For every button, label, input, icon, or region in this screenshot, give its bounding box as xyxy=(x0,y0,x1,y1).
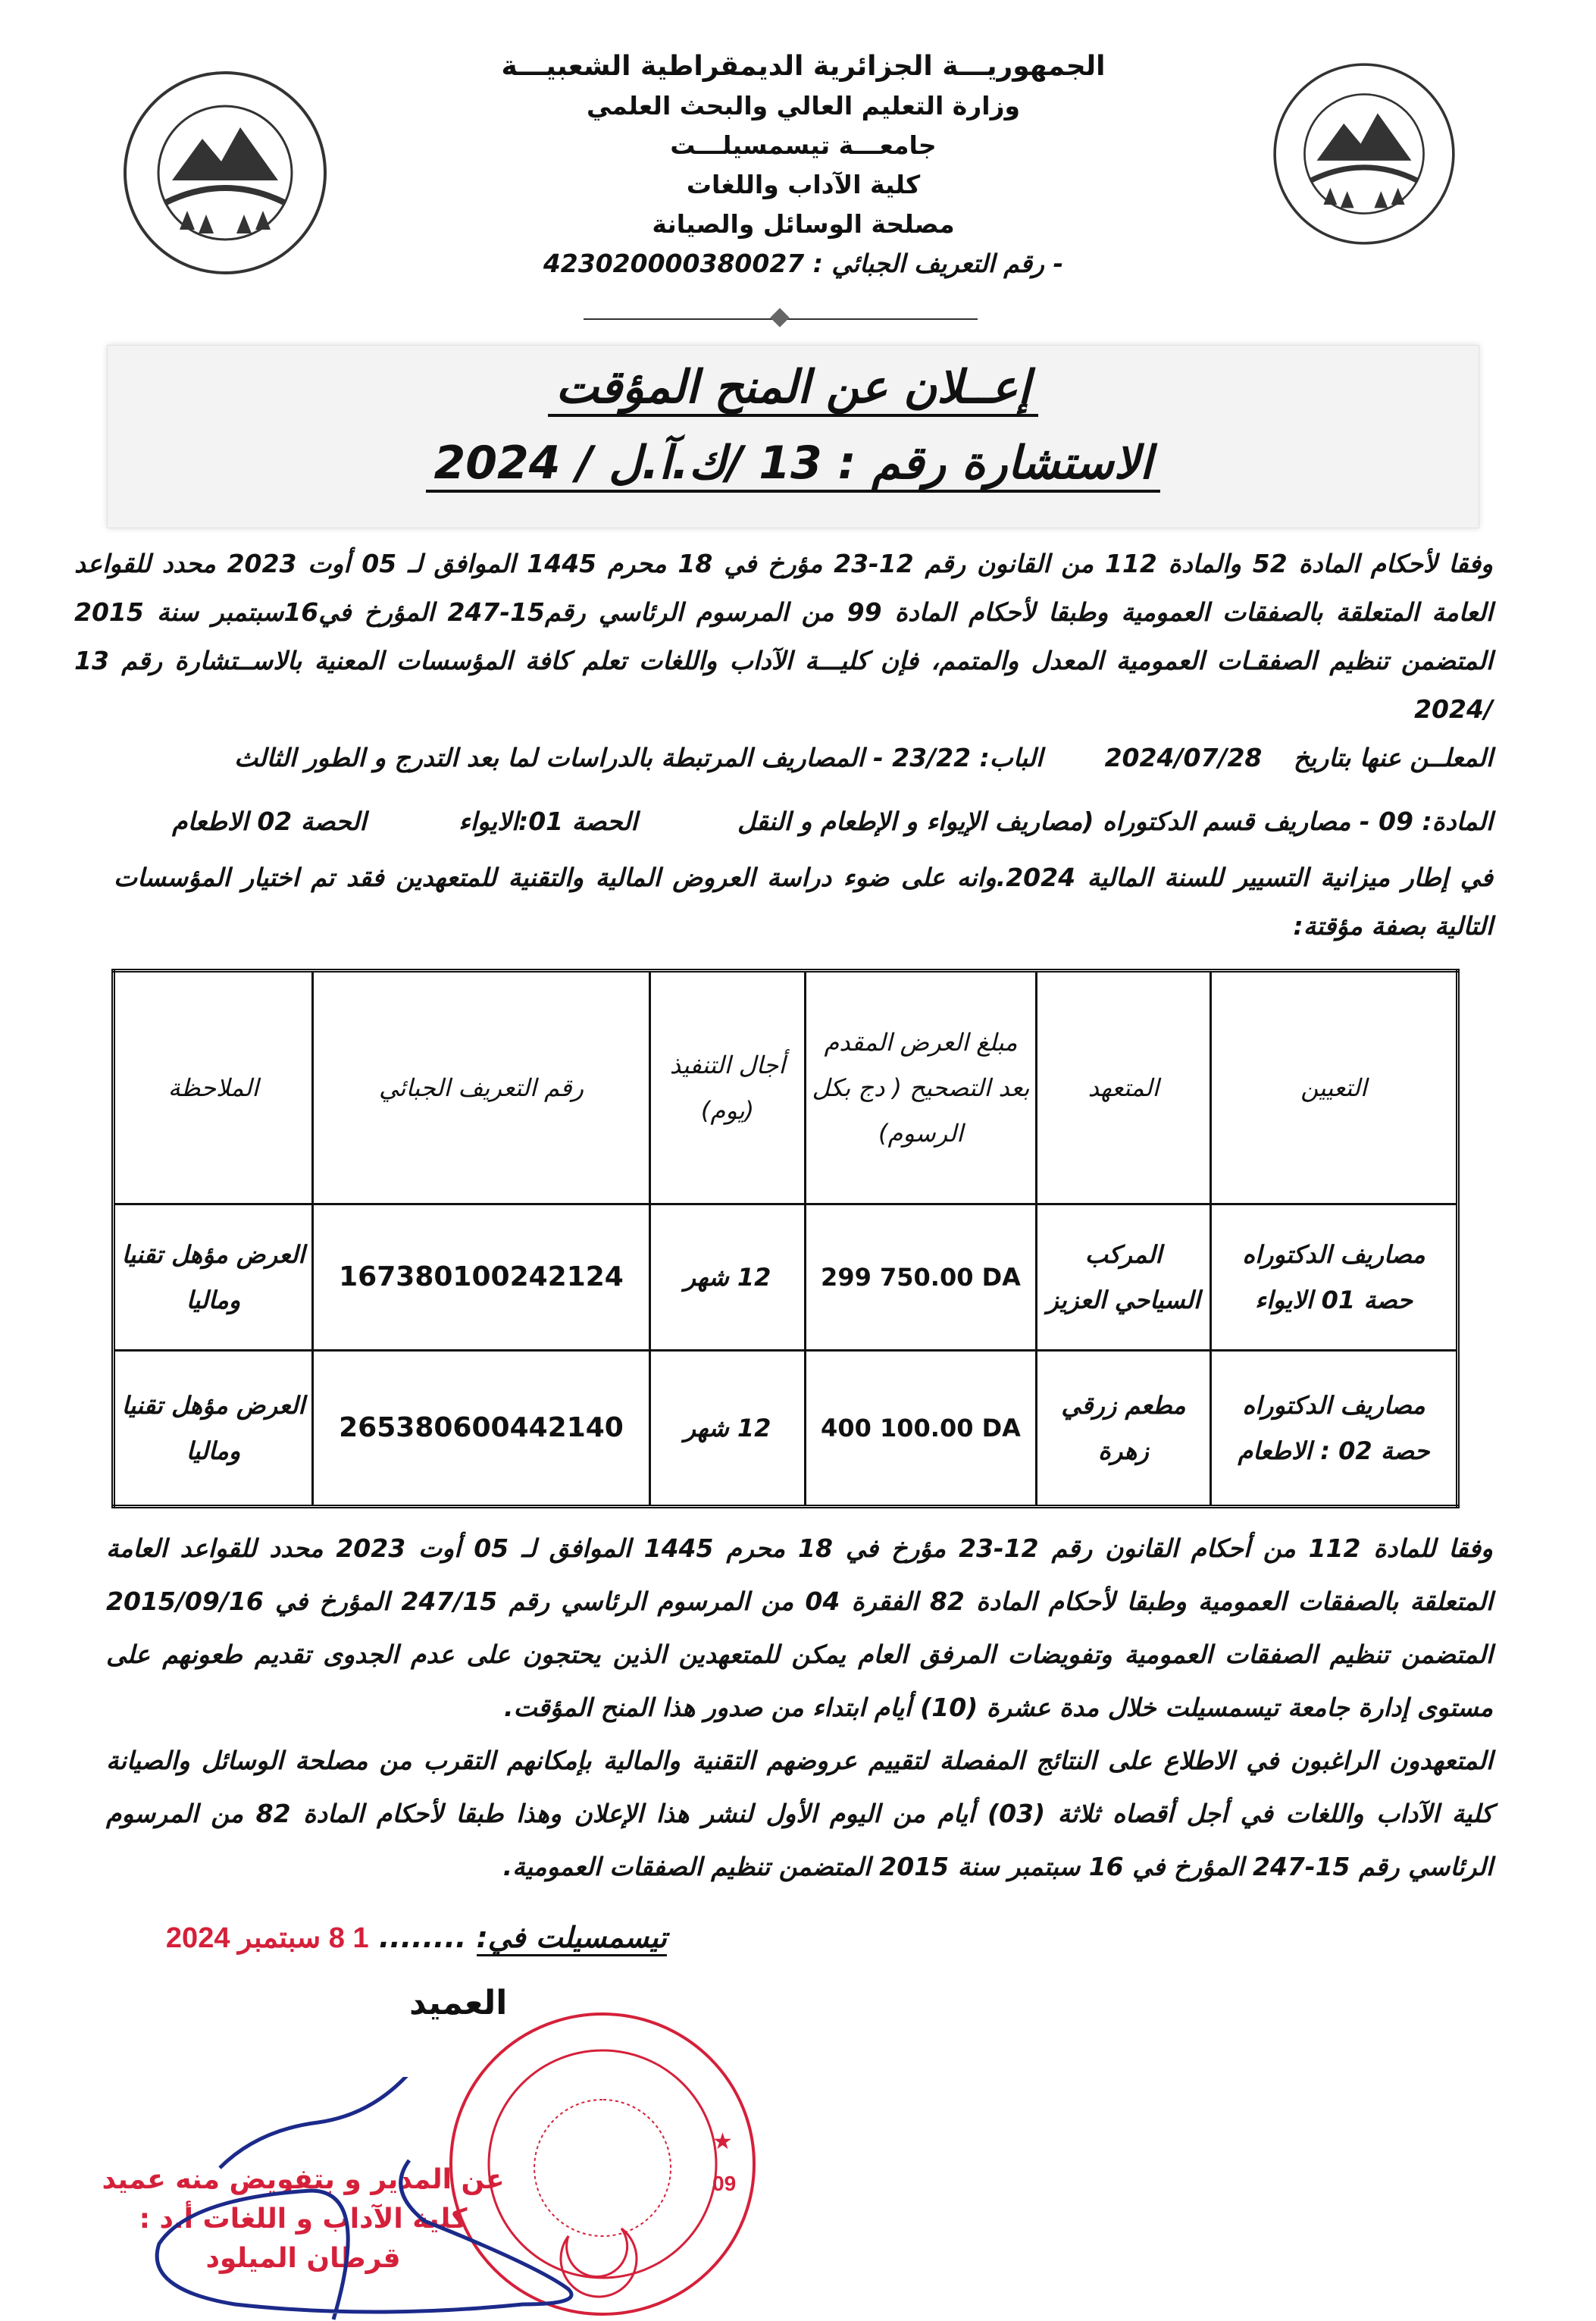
header-tax-id: - رقم التعريف الجبائي : 423020000380027 xyxy=(543,249,1064,278)
signature-dots: ........ xyxy=(378,1921,467,1954)
signature-date: 1 8 سبتمبر 2024 xyxy=(165,1922,369,1954)
cell-bidder: المركب السياحي العزيز xyxy=(1037,1204,1211,1351)
header-republic: الجمهوريـــة الجزائرية الديمقراطية الشعبيـــة xyxy=(501,51,1106,82)
award-table xyxy=(111,969,1460,1508)
svg-text:09: 09 xyxy=(712,2172,737,2195)
university-logo-right xyxy=(1269,59,1459,249)
paragraph-selection: في إطار ميزانية التسيير للسنة المالية 2024.وانه على ضوء دراسة العروض المالية والتقنية للمتعهدين فقد تم اختيار المؤسسات التالية بصفة مؤقتة: xyxy=(114,863,1493,941)
handwritten-signature xyxy=(144,2077,690,2321)
header-faculty: كلية الآداب واللغات xyxy=(686,170,921,199)
col-delay: أجال التنفيذ (يوم) xyxy=(650,971,806,1204)
cell-amount: 299 750.00 DA xyxy=(806,1204,1037,1351)
cell-tax-id: 167380100242124 xyxy=(313,1204,650,1351)
col-amount: مبلغ العرض المقدم بعد التصحيح ( دج بكل الرسوم) xyxy=(806,971,1037,1204)
table-row xyxy=(114,1351,1458,1507)
col-designation: التعيين xyxy=(1211,971,1458,1204)
lot-1: الحصة 01:الايواء xyxy=(458,807,638,836)
col-bidder: المتعهد xyxy=(1037,971,1211,1204)
table-row xyxy=(114,1204,1458,1351)
header-ministry: وزارة التعليم العالي والبحث العلمي xyxy=(586,91,1021,121)
paragraph-appeals: وفقا للمادة 112 من أحكام القانون رقم 12-23 مؤرخ في 18 محرم 1445 الموافق لـ 05 أوت 2023 محدد للقواعد العامة المتعلقة بالصفقات العمومية وطبقا لأحكام المادة 82 الفقرة 04 من المرسوم الرئاسي رقم 247/15 المؤرخ في 2015/09/16 المتضمن تنظيم الصفقات العمومية وتفويضات المرفق العام يمكن للمتعهدين الذين يحتجون على عدم الجدوى تقديم طعونهم على مستوى إدارة جامعة تيسمسيلت خلال مدة عشرة (10) أيام ابتداء من صدور هذا المنح المؤقت. xyxy=(106,1533,1493,1722)
paragraph-results-consultation: المتعهدون الراغبون في الاطلاع على النتائج المفصلة لتقييم عروضهم التقنية والمالية بإمكانهم التقرب من مصلحة الوسائل والصيانة كلية الآداب واللغات في أجل أقصاه ثلاثة (03) أيام من اليوم الأول لنشر هذا الإعلان وهذا طبقا لأحكام المادة 82 من المرسوم الرئاسي رقم 15-247 المؤرخ في 16 سبتمبر سنة 2015 المتضمن تنظيم الصفقات العمومية. xyxy=(106,1746,1493,1881)
header-block xyxy=(424,47,1182,283)
header-service: مصلحة الوسائل والصيانة xyxy=(652,209,955,239)
col-remark: الملاحظة xyxy=(114,971,313,1204)
document-body xyxy=(74,540,1493,2025)
cell-tax-id: 265380600442140 xyxy=(313,1351,650,1507)
svg-text:★: ★ xyxy=(712,2128,733,2155)
cell-remark: العرض مؤهل تقنيا وماليا xyxy=(114,1351,313,1507)
table-header-row xyxy=(114,971,1458,1204)
announced-label: المعلــن عنها بتاريخ xyxy=(1293,743,1493,772)
paragraph-announcement-line xyxy=(74,734,1493,782)
cell-remark: العرض مؤهل تقنيا وماليا xyxy=(114,1204,313,1351)
title-box xyxy=(107,345,1479,528)
dean-title: العميد xyxy=(409,1984,508,2022)
cell-designation: مصاريف الدكتوراه حصة 02 : الاطعام xyxy=(1211,1351,1458,1507)
university-logo-left xyxy=(119,67,331,279)
announcement-date: 2024/07/28 xyxy=(1104,743,1263,772)
header-university: جامعـــة تيسمسيلـــت xyxy=(670,130,937,160)
cell-designation: مصاريف الدكتوراه حصة 01 الايواء xyxy=(1211,1204,1458,1351)
cell-delay: 12 شهر xyxy=(650,1204,806,1351)
col-tax-id: رقم التعريف الجبائي xyxy=(313,971,650,1204)
divider-diamond-icon xyxy=(770,308,789,327)
signature-date-line xyxy=(152,1916,667,1959)
budget-chapter: الباب: 23/22 - المصاريف المرتبطة بالدراسات لما بعد التدرج و الطور الثالث xyxy=(234,743,1044,772)
subject-line xyxy=(74,797,1493,846)
consultation-number: الاستشارة رقم : 13 /ك.آ.ل / 2024 xyxy=(426,437,1159,493)
signature-place: تيسمسيلت في: xyxy=(477,1921,667,1956)
paragraph-legal-basis: وفقا لأحكام المادة 52 والمادة 112 من القانون رقم 12-23 مؤرخ في 18 محرم 1445 الموافق لـ 05 أوت 2023 محدد للقواعد العامة المتعلقة بالصفقات العمومية وطبقا لأحكام المادة 99 من المرسوم الرئاسي رقم15-247 المؤرخ في16سبتمبر سنة 2015 المتضمن تنظيم الصفقـات العمومية المعدل والمتمم، فإن كليـــة الآداب واللغات تعلم كافة المؤسسات المعنية بالاســتشارة رقم 13 /2024 xyxy=(74,549,1494,724)
delegation-stamp: عن المدير و بتفويض منه عميد كلية الآداب و اللغات أ.د : قرطان الميلود xyxy=(102,2164,505,2274)
lot-2: الحصة 02 الاطعام xyxy=(172,807,367,836)
cell-bidder: مطعم زرقي زهرة xyxy=(1037,1351,1211,1507)
cell-amount: 400 100.00 DA xyxy=(806,1351,1037,1507)
cell-delay: 12 شهر xyxy=(650,1351,806,1507)
subject-label: المادة: 09 - مصاريف قسم الدكتوراه (مصاريف الإيواء و الإطعام و النقل xyxy=(737,807,1493,836)
announcement-title: إعــلان عن المنح المؤقت xyxy=(548,361,1037,417)
